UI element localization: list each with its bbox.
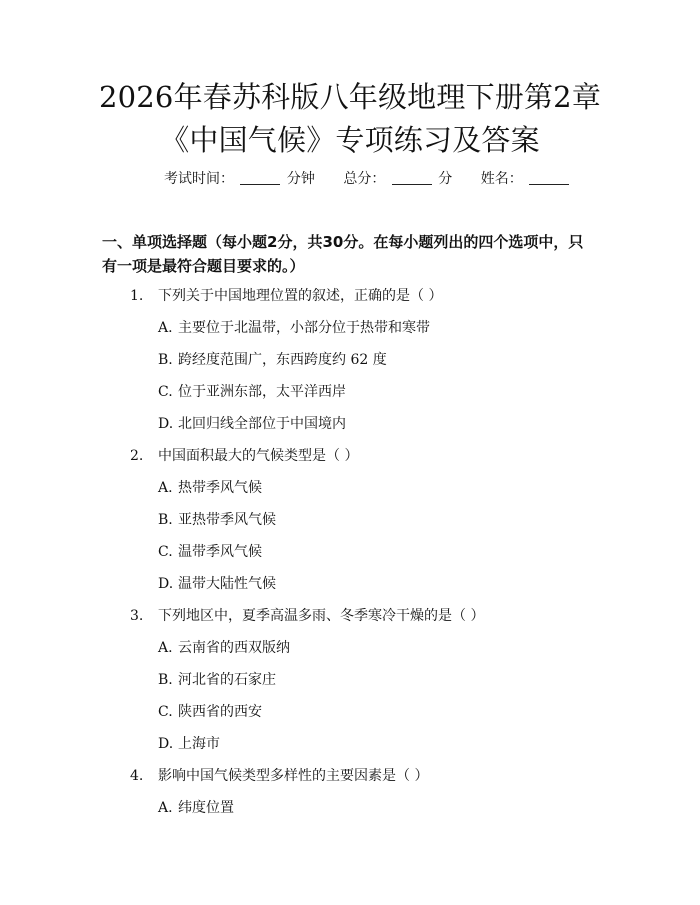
exam-time-unit: 分钟 [286,171,315,187]
option-letter: D. [158,736,174,752]
total-score-unit: 分 [438,171,453,187]
option-letter: B. [158,672,173,688]
question-1-option-a[interactable] [158,312,590,344]
option-letter: A. [158,640,173,656]
question-text: 影响中国气候类型多样性的主要因素是（ ） [158,768,429,784]
option-text: 云南省的西双版纳 [178,640,290,656]
question-list [130,280,590,824]
option-letter: C. [158,384,173,400]
option-letter: C. [158,544,173,560]
option-letter: D. [158,416,174,432]
question-2-option-c[interactable] [158,536,590,568]
option-letter: A. [158,800,173,816]
question-number: 1. [130,288,144,304]
option-text: 纬度位置 [178,800,234,816]
question-3-option-b[interactable] [158,664,590,696]
option-letter: B. [158,512,173,528]
question-number: 4. [130,768,144,784]
exam-time-field [164,168,315,190]
option-text: 温带季风气候 [178,544,262,560]
question-4-option-a[interactable] [158,792,590,824]
question-1 [130,280,590,312]
option-text: 温带大陆性气候 [178,576,276,592]
question-text: 下列地区中，夏季高温多雨、冬季寒冷干燥的是（ ） [158,608,485,624]
exam-meta [164,168,564,190]
option-letter: A. [158,320,173,336]
option-text: 北回归线全部位于中国境内 [178,416,346,432]
question-number: 3. [130,608,144,624]
exam-time-label: 考试时间： [164,171,234,187]
question-text: 中国面积最大的气候类型是（ ） [158,448,359,464]
student-name-blank[interactable] [529,170,569,185]
option-letter: C. [158,704,173,720]
total-score-field [343,168,452,190]
question-4 [130,760,590,792]
question-text: 下列关于中国地理位置的叙述，正确的是（ ） [158,288,443,304]
total-score-label: 总分： [343,171,386,187]
page-title: 2026年春苏科版八年级地理下册第2章《中国气候》专项练习及答案 [98,80,602,157]
option-text: 陕西省的西安 [178,704,262,720]
question-3-option-d[interactable] [158,728,590,760]
question-3-option-a[interactable] [158,632,590,664]
option-letter: A. [158,480,173,496]
student-name-field [481,168,571,190]
option-text: 亚热带季风气候 [178,512,276,528]
question-2-option-b[interactable] [158,504,590,536]
option-text: 主要位于北温带，小部分位于热带和寒带 [178,320,430,336]
option-letter: B. [158,352,173,368]
option-text: 跨经度范围广，东西跨度约 62 度 [178,352,387,368]
section-title: 一、单项选择题（每小题2分，共30分。在每小题列出的四个选项中，只有一项是最符合题目要求的。） [102,233,584,275]
option-text: 上海市 [178,736,220,752]
question-2 [130,440,590,472]
question-number: 2. [130,448,144,464]
question-1-option-c[interactable] [158,376,590,408]
option-text: 河北省的石家庄 [178,672,276,688]
question-2-option-d[interactable] [158,568,590,600]
question-2-option-a[interactable] [158,472,590,504]
question-1-option-d[interactable] [158,408,590,440]
question-3 [130,600,590,632]
total-score-blank[interactable] [392,170,432,185]
exam-time-blank[interactable] [240,170,280,185]
option-letter: D. [158,576,174,592]
option-text: 热带季风气候 [178,480,262,496]
question-1-option-b[interactable] [158,344,590,376]
option-text: 位于亚洲东部，太平洋西岸 [178,384,346,400]
student-name-label: 姓名： [480,171,523,187]
question-3-option-c[interactable] [158,696,590,728]
